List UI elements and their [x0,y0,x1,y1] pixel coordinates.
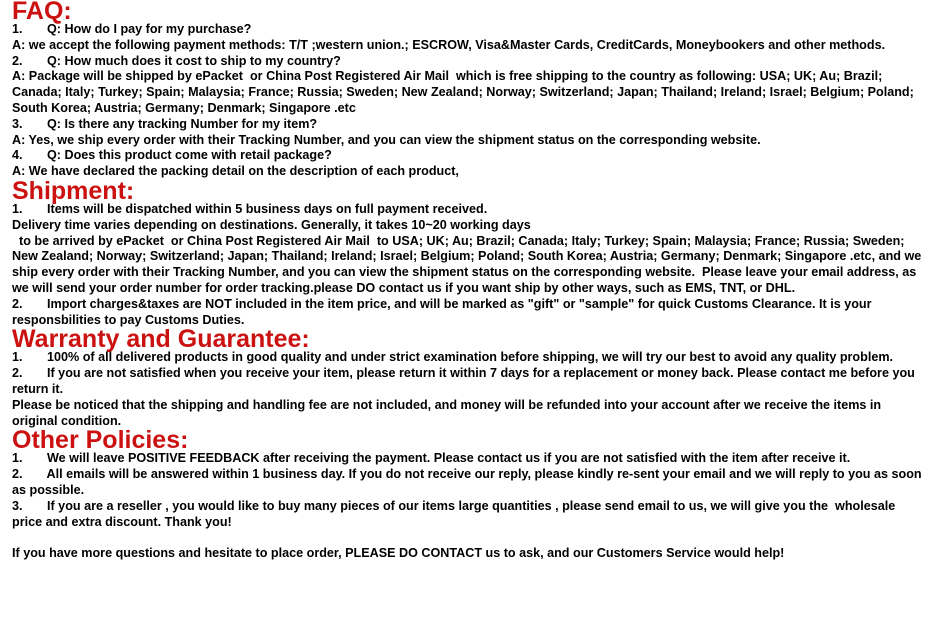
faq-a1: A: we accept the following payment methods: T/T ;western union.; ESCROW, Visa&Master Cards, CreditCards, Moneybookers and other methods. [12,37,886,52]
other-policies-section [12,426,926,562]
faq-q3: 3. Q: Is there any tracking Number for my item? [12,116,318,131]
warranty-heading: Warranty and Guarantee: [12,325,310,354]
warranty-section [12,325,924,429]
closing-statement: If you have more questions and hesitate to place order, PLEASE DO CONTACT us to ask, and our Customers Service would help! [12,546,785,561]
faq-a2: A: Package will be shipped by ePacket or China Post Registered Air Mail which is free shipping to the country as following: USA; UK; Au; Brazil; Canada; Italy; Turkey; Spain; Malaysia; France; Russia; Sweden; New Zealand; Norway; Switzerland; Japan; Thailand; Ireland; Israel; Belgium; Poland; South Korea; Austria; Germany; Denmark; Singapore .etc [12,69,918,115]
shipment-item-2: 2. Import charges&taxes are NOT included in the item price, and will be marked as "gift" or "sample" for quick Customs Clearance. It is your responsbilities to pay Customs Duties. [12,296,876,327]
faq-a4: A: We have declared the packing detail on the description of each product, [12,164,459,179]
faq-heading: FAQ: [12,0,72,25]
other-policy-2: 2. All emails will be answered within 1 business day. If you do not receive our reply, please kindly re-sent your email and we will reply to you as soon as possible. [12,467,926,497]
shipment-destinations: to be arrived by ePacket or China Post Registered Air Mail to USA; UK; Au; Brazil; Canada; Italy; Turkey; Spain; Malaysia; France; Russia; Sweden; New Zealand; Norway; Switzerland; Japan; Thailand; Ireland; Israel; Belgium; Poland; South Korea; Austria; Germany; Denmark; Singapore .etc, and we ship every order with their Tracking Number, and you can view the shipment status on the corresponding website. Please leave your email address, as we will send your order number for order tracking.please DO contact us if you want ship by other ways, such as EMS, TNT, or DHL. [12,233,925,295]
warranty-item-1: 1. 100% of all delivered products in good quality and under strict examination before shipping, we will try our best to avoid any quality problem. [12,350,894,365]
faq-q4: 4. Q: Does this product come with retail package? [12,148,332,163]
shipment-section [12,176,925,328]
shipment-delivery-time: Delivery time varies depending on destinations. Generally, it takes 10~20 working days [12,217,531,232]
shipment-heading: Shipment: [12,176,135,205]
warranty-note: Please be noticed that the shipping and handling fee are not included, and money will be refunded into your account after we receive the items in original condition. [12,397,885,428]
other-policies-heading: Other Policies: [12,426,189,455]
shipment-item-1: 1. Items will be dispatched within 5 business days on full payment received. [12,201,488,216]
other-policy-1: 1. We will leave POSITIVE FEEDBACK after receiving the payment. Please contact us if you are not satisfied with the item after receive it. [12,451,851,466]
warranty-item-2: 2. If you are not satisfied when you receive your item, please return it within 7 days for a replacement or money back. Please contact me before you return it. [12,366,919,396]
faq-a3: A: Yes, we ship every order with their Tracking Number, and you can view the shipment status on the corresponding website. [12,132,761,147]
other-policy-3: 3. If you are a reseller , you would like to buy many pieces of our items large quantities , please send email to us, we will give you the wholesale price and extra discount. Thank you! [12,498,899,529]
faq-q1: 1. Q: How do I pay for my purchase? [12,22,252,36]
spacer [12,530,924,546]
policy-document [12,0,924,562]
faq-q2: 2. Q: How much does it cost to ship to my country? [12,53,341,68]
faq-section [12,0,924,180]
